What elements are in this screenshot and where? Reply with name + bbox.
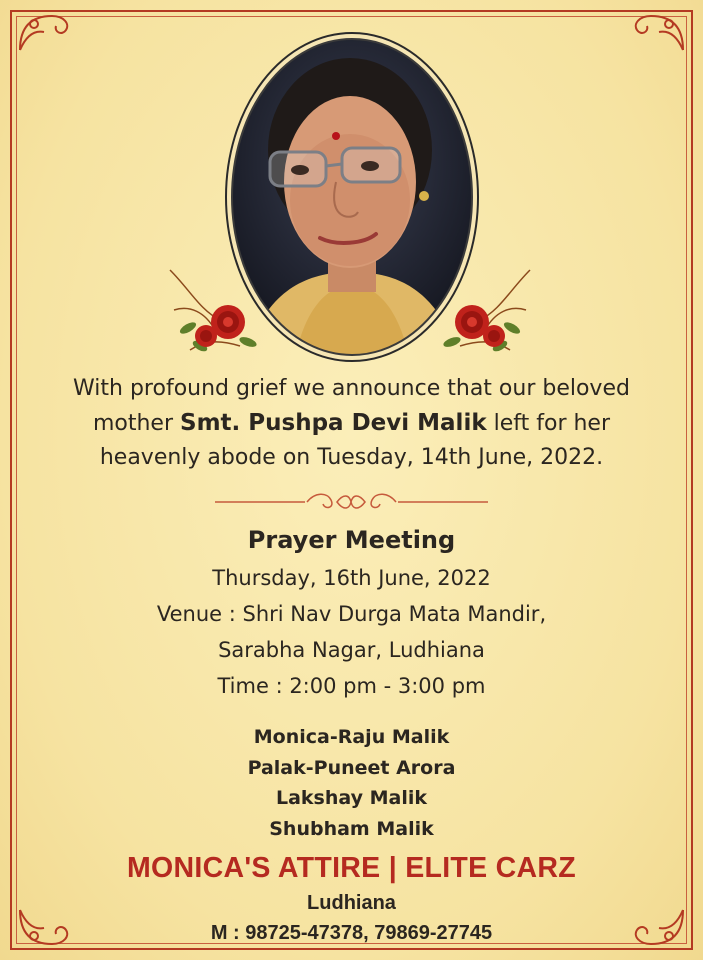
announcement-line2 — [30, 406, 673, 441]
deceased-name: Smt. Pushpa Devi Malik — [180, 410, 487, 436]
business-city: Ludhiana — [307, 892, 396, 914]
portrait-photo — [224, 32, 480, 362]
prayer-heading: Prayer Meeting — [247, 526, 456, 554]
prayer-venue-line1: Venue : Shri Nav Durga Mata Mandir, — [156, 602, 547, 626]
divider-ornament-icon — [215, 490, 488, 514]
prayer-time: Time : 2:00 pm - 3:00 pm — [217, 674, 486, 698]
family-member: Shubham Malik — [269, 817, 434, 840]
prayer-venue-line2: Sarabha Nagar, Ludhiana — [218, 638, 485, 662]
contact-phone: M : 98725-47378, 79869-27745 — [210, 922, 493, 944]
family-member: Palak-Puneet Arora — [247, 756, 456, 779]
announcement-text — [30, 372, 673, 475]
family-member: Monica-Raju Malik — [253, 726, 450, 748]
corner-ornament-icon — [621, 6, 691, 56]
corner-ornament-icon — [12, 6, 82, 56]
prayer-date: Thursday, 16th June, 2022 — [212, 566, 491, 590]
announcement-line3: heavenly abode on Tuesday, 14th June, 2022. — [99, 445, 604, 470]
prayer-meeting-section — [30, 520, 673, 704]
family-names — [30, 722, 673, 844]
announcement-line1: With profound grief we announce that our beloved — [73, 376, 630, 401]
announcement-prefix: mother — [92, 411, 181, 436]
family-member: Lakshay Malik — [275, 787, 428, 809]
announcement-suffix: left for her — [486, 411, 611, 436]
business-name: MONICA'S ATTIRE | ELITE CARZ — [126, 852, 577, 884]
